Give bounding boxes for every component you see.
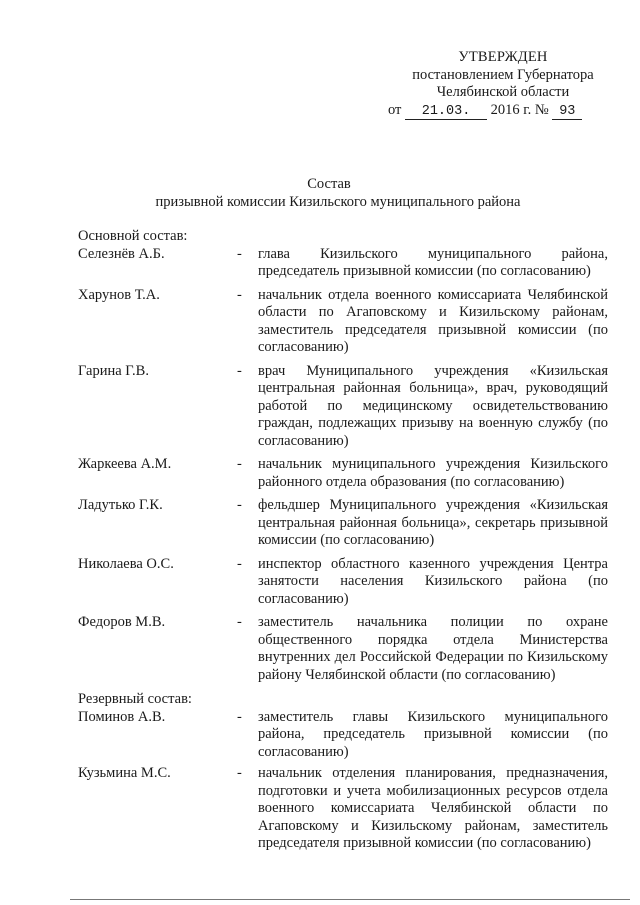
member-dash: - — [237, 765, 242, 781]
member-description: начальник муниципального учреждения Кизильского районного отдела образования (по согласованию) — [258, 456, 608, 490]
member-description: врач Муниципального учреждения «Кизильская центральная районная больница», врач, руководящий работой по медицинскому освидетельствованию граждан, подлежащих призыву на военную службу (по согласованию) — [258, 362, 608, 449]
reserve-section-heading: Резервный состав: — [78, 691, 192, 707]
member-dash: - — [237, 708, 242, 725]
member-name: Кузьмина М.С. — [78, 765, 171, 781]
page-bottom-rule — [70, 899, 630, 900]
member-description: начальник отделения планирования, предназначения, подготовки и учета мобилизационных ресурсов отдела военного комиссариата Челябинской области по Агаповскому и Кизильскому районам, заместитель председателя призывной комиссии (по согласованию) — [258, 765, 608, 851]
approval-date-line — [378, 102, 628, 120]
member-entry — [78, 363, 608, 451]
title-line-2: призывной комиссии Кизильского муниципального района — [155, 193, 521, 210]
document-title — [0, 176, 640, 211]
member-description: инспектор областного казенного учреждения Центра занятости населения Кизильского района (по согласованию) — [258, 555, 608, 607]
main-section-heading: Основной состав: — [78, 228, 188, 244]
member-name: Гарина Г.В. — [78, 362, 149, 379]
approval-date: 21.03. — [405, 104, 487, 120]
member-name: Селезнёв А.Б. — [78, 245, 165, 262]
member-description: фельдшер Муниципального учреждения «Кизильская центральная районная больница», секретарь призывной комиссии (по согласованию) — [258, 497, 608, 548]
member-entry — [78, 246, 608, 281]
member-description: глава Кизильского муниципального района, председатель призывной комиссии (по согласованию) — [258, 245, 608, 279]
member-entry — [78, 614, 608, 684]
member-entry — [78, 456, 608, 491]
member-entry — [78, 709, 608, 762]
member-name: Жаркеева А.М. — [78, 456, 172, 472]
member-name: Поминов А.В. — [78, 708, 166, 725]
member-dash: - — [237, 614, 242, 630]
member-entry — [78, 287, 608, 357]
member-entry — [78, 497, 608, 550]
member-dash: - — [237, 362, 242, 379]
member-entry — [78, 556, 608, 609]
member-name: Харунов Т.А. — [78, 286, 160, 303]
title-line-1: Состав — [307, 176, 351, 192]
member-description: заместитель начальника полиции по охране общественного порядка отдела Министерства внутренних дел Российской Федерации по Кизильскому району Челябинской области (по согласованию) — [258, 614, 608, 683]
approval-number: 93 — [552, 104, 582, 120]
approval-line-2: Челябинской области — [436, 84, 570, 100]
commission-roster — [78, 228, 608, 853]
member-dash: - — [237, 456, 242, 472]
approval-line-1: постановлением Губернатора — [412, 66, 594, 83]
member-description: заместитель главы Кизильского муниципального района, председатель призывной комиссии (по согласованию) — [258, 708, 608, 760]
approval-heading: УТВЕРЖДЕН — [458, 49, 548, 65]
member-description: начальник отдела военного комиссариата Челябинской области по Агаповскому и Кизильскому районам, заместитель председателя призывной комиссии (по согласованию) — [258, 286, 608, 355]
member-name: Ладутько Г.К. — [78, 497, 163, 513]
member-dash: - — [237, 555, 242, 572]
member-entry — [78, 765, 608, 853]
member-name: Николаева О.С. — [78, 555, 174, 572]
member-dash: - — [237, 497, 242, 513]
date-year: 2016 г. № — [490, 101, 549, 118]
date-prefix: от — [388, 101, 402, 118]
member-name: Федоров М.В. — [78, 614, 166, 630]
member-dash: - — [237, 286, 242, 303]
approval-stamp — [378, 49, 628, 119]
member-dash: - — [237, 245, 242, 262]
